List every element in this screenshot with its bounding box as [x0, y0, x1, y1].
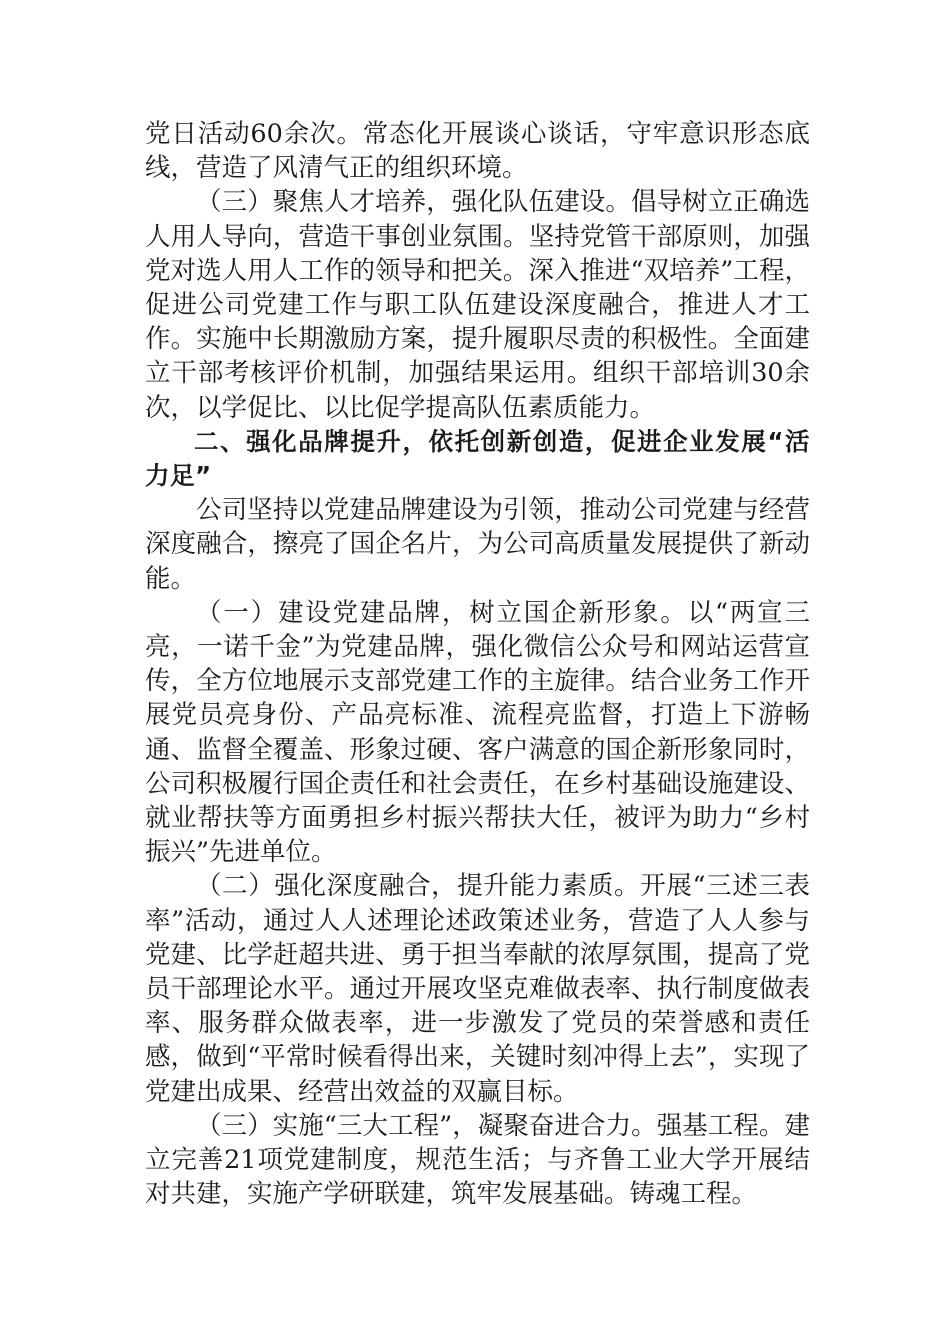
paragraph-talent-cultivation [145, 185, 810, 424]
paragraph-continuation [145, 117, 810, 185]
subsection-title: （三）实施“三大工程”，凝聚奋进合力。 [196, 1110, 657, 1141]
subsection-title: （二）强化深度融合，提升能力素质。 [196, 871, 641, 902]
subsection-title: （三）聚焦人才培养，强化队伍建设。 [196, 187, 631, 218]
document-body [145, 117, 810, 1212]
paragraph-three-projects [145, 1109, 810, 1212]
paragraph-text: 倡导树立正确选人用人导向，营造干事创业氛围。坚持党管干部原则，加强党对选人用人工作的领导和把关。深入推进“双培养”工程，促进公司党建工作与职工队伍建设深度融合，推进人才工作。实施中长期激励方案，提升履职尽责的积极性。全面建立干部考核评价机制，加强结果运用。组织干部培训30余次，以学促比、以比促学提高队伍素质能力。 [145, 187, 810, 423]
paragraph-text: 党日活动60余次。常态化开展谈心谈话，守牢意识形态底线，营造了风清气正的组织环境。 [145, 119, 810, 184]
paragraph-text: 强基工程。建立完善21项党建制度，规范生活；与齐鲁工业大学开展结对共建，实施产学研联建，筑牢发展基础。铸魂工程。 [145, 1110, 810, 1210]
section-heading-brand [145, 425, 810, 493]
paragraph-text: 以“两宣三亮，一诺千金”为党建品牌，强化微信公众号和网站运营宣传，全方位地展示支部党建工作的主旋律。结合业务工作开展党员亮身份、产品亮标准、流程亮监督，打造上下游畅通、监督全覆盖、形象过硬、客户满意的国企新形象同时，公司积极履行国企责任和社会责任，在乡村基础设施建设、就业帮扶等方面勇担乡村振兴帮扶大任，被评为助力“乡村振兴”先进单位。 [145, 597, 810, 868]
heading-text: 二、强化品牌提升，依托创新创造，促进企业发展“活力足” [145, 426, 810, 491]
subsection-title: （一）建设党建品牌，树立国企新形象。 [196, 597, 688, 628]
paragraph-text: 开展“三述三表率”活动，通过人人述理论述政策述业务，营造了人人参与党建、比学赶超共进、勇于担当奉献的浓厚氛围，提高了党员干部理论水平。通过开展攻坚克难做表率、执行制度做表率、服务群众做表率，进一步激发了党员的荣誉感和责任感，做到“平常时候看得出来，关键时刻冲得上去”，实现了党建出成果、经营出效益的双赢目标。 [145, 871, 810, 1107]
paragraph-deep-integration [145, 869, 810, 1108]
paragraph-party-brand [145, 596, 810, 870]
paragraph-text: 公司坚持以党建品牌建设为引领，推动公司党建与经营深度融合，擦亮了国企名片，为公司高质量发展提供了新动能。 [145, 495, 810, 594]
paragraph-brand-intro [145, 493, 810, 596]
